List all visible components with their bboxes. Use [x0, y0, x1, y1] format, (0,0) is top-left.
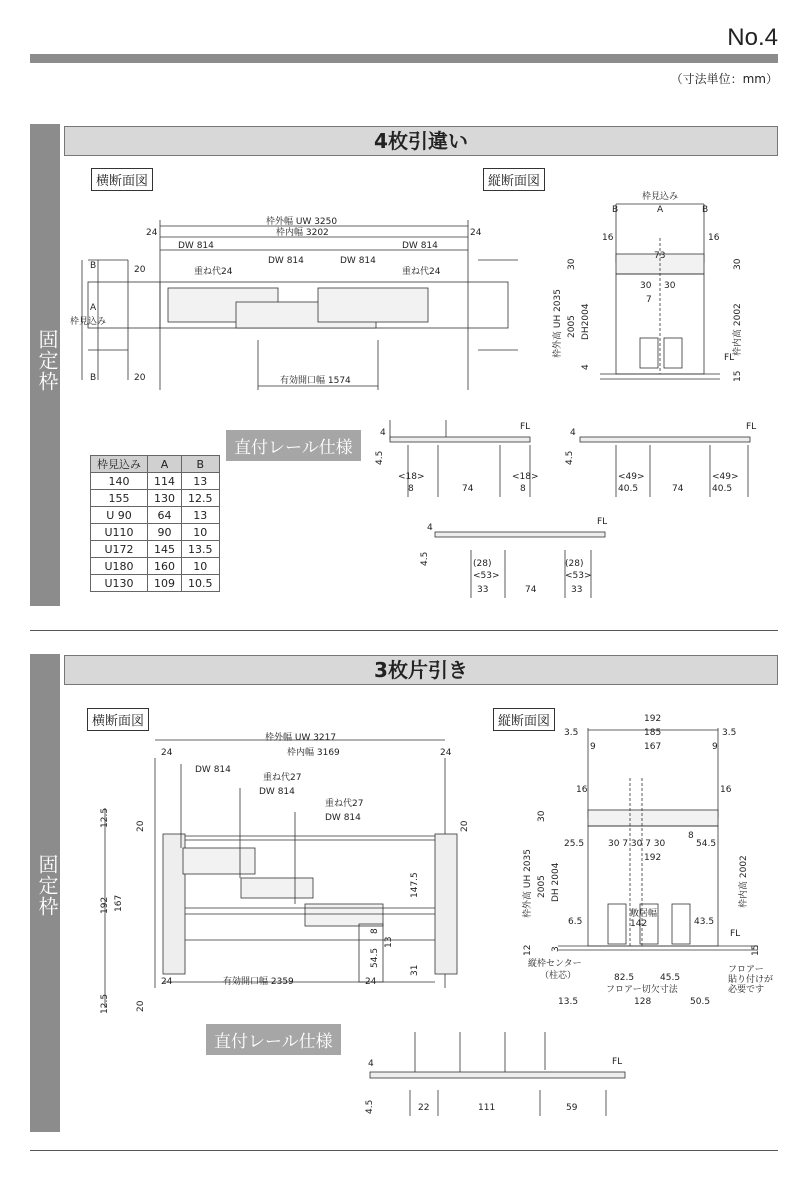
- section1-horizontal-drawing: [68, 190, 528, 400]
- s2r-c: 59: [566, 1103, 578, 1113]
- section2-horizontal-drawing: [95, 728, 500, 1028]
- section2-rail-label: 直付レール仕様: [206, 1024, 341, 1055]
- s2-side-bottom-right: 24: [365, 977, 377, 987]
- s1v-b-left: B: [612, 205, 619, 215]
- s1v-30-a: 30: [640, 281, 652, 291]
- s2v-center: 縦枠センター: [528, 959, 582, 969]
- s2r-b: 111: [478, 1103, 496, 1113]
- r3-r2: 33: [571, 585, 583, 595]
- s2-side-bottom-left: 24: [161, 977, 173, 987]
- r3-l1: <53>: [473, 571, 500, 581]
- s2-20-top: 20: [136, 820, 146, 832]
- s2v-pillar: （柱芯）: [540, 971, 577, 981]
- s2v-dh: DH 2004: [551, 862, 561, 902]
- s1v-30-left: 30: [567, 258, 577, 270]
- page-number: No.4: [727, 24, 778, 51]
- s1v-16-right: 16: [708, 233, 720, 243]
- s2v-3073: 30 7 30 7 30: [608, 839, 666, 849]
- s1v-dh: DH2004: [581, 303, 591, 340]
- table-header: A: [148, 456, 182, 473]
- table-cell: U180: [91, 558, 148, 575]
- r3-4: 4: [427, 523, 433, 533]
- s1v-a: A: [657, 205, 664, 215]
- r1-l1: <18>: [398, 472, 425, 482]
- s2v-35-left: 3.5: [564, 728, 579, 738]
- s2v-note1: フロアー: [728, 965, 764, 975]
- r2-r2: 40.5: [712, 484, 733, 494]
- s2v-12: 12: [523, 944, 533, 956]
- table-cell: 10: [182, 558, 220, 575]
- r2-h: 4.5: [565, 450, 575, 465]
- section-divider: [30, 630, 778, 631]
- s2v-65: 6.5: [568, 917, 583, 927]
- s2-dw-3: DW 814: [325, 813, 361, 823]
- section1-spec-table: [90, 455, 220, 592]
- table-cell: 145: [148, 541, 182, 558]
- table-row: [91, 541, 220, 558]
- s1-dw-3: DW 814: [340, 256, 376, 266]
- s1v-30-b: 30: [664, 281, 676, 291]
- s2-dw-1: DW 814: [195, 765, 231, 775]
- s2v-shikii: 敷居幅: [630, 909, 658, 919]
- s2v-192b: 192: [644, 853, 662, 863]
- table-row: [91, 507, 220, 524]
- s2v-192: 192: [644, 714, 662, 724]
- s2r-4: 4: [368, 1059, 374, 1069]
- s2v-3: 3: [551, 946, 561, 952]
- table-row: [91, 575, 220, 592]
- unit-note: （寸法単位：mm）: [670, 72, 778, 86]
- table-cell: 13: [182, 473, 220, 490]
- table-cell: 109: [148, 575, 182, 592]
- s1-side-left: 24: [146, 228, 158, 238]
- table-cell: 130: [148, 490, 182, 507]
- s1-wall-label: 枠見込み: [70, 317, 107, 327]
- section2-side-label: 固定枠: [35, 854, 59, 917]
- s2-20-right: 20: [460, 820, 470, 832]
- s2-inner-width: 枠内幅 3169: [287, 748, 340, 758]
- s1-dw-2: DW 814: [268, 256, 304, 266]
- s1v-2005: 2005: [567, 315, 577, 338]
- s2v-167: 167: [644, 742, 662, 752]
- s1-opening: 有効開口幅 1574: [280, 376, 351, 386]
- section1-rail-label: 直付レール仕様: [226, 430, 361, 461]
- table-cell: 90: [148, 524, 182, 541]
- table-cell: 155: [91, 490, 148, 507]
- r3-r1: <53>: [565, 571, 592, 581]
- s2-outer-width: 枠外幅 UW 3217: [265, 733, 337, 743]
- section1-vertical-drawing: [540, 188, 755, 388]
- footer-divider: [30, 1150, 778, 1151]
- s1v-4: 4: [581, 364, 591, 370]
- s1-wall-b-bottom: B: [90, 373, 97, 383]
- s1-overlap-right: 重ね代24: [402, 267, 441, 277]
- table-cell: 10: [182, 524, 220, 541]
- r2-r1: <49>: [712, 472, 739, 482]
- table-cell: 64: [148, 507, 182, 524]
- s1-outer-width: 枠外幅 UW 3250: [266, 217, 338, 227]
- table-row: [91, 473, 220, 490]
- section1-rail-detail-1: [370, 415, 550, 500]
- section2-rail-detail: [360, 1030, 640, 1120]
- s2v-9-left: 9: [590, 742, 596, 752]
- table-row: [91, 524, 220, 541]
- section1-rail-detail-3: [415, 510, 615, 600]
- s2v-note3: 必要です: [728, 985, 765, 995]
- r1-fl: FL: [520, 422, 531, 432]
- r1-mid: 74: [462, 484, 474, 494]
- s2v-142: 142: [630, 919, 648, 929]
- s2-545: 54.5: [370, 947, 380, 968]
- table-row: [91, 490, 220, 507]
- s2v-505: 50.5: [690, 997, 711, 1007]
- r2-l2: 40.5: [618, 484, 639, 494]
- s2v-15: 15: [751, 944, 761, 956]
- r3-l2: 33: [477, 585, 489, 595]
- s2v-16-right: 16: [720, 785, 732, 795]
- s2-side-right: 24: [440, 748, 452, 758]
- s2-8: 8: [370, 928, 380, 934]
- r3-l0: (28): [473, 559, 492, 569]
- s2v-cut: フロアー切欠寸法: [606, 985, 678, 995]
- r3-mid: 74: [525, 585, 537, 595]
- s2-13: 13: [384, 936, 394, 948]
- s2v-185: 185: [644, 728, 662, 738]
- r3-r0: (28): [565, 559, 584, 569]
- s2v-8: 8: [688, 831, 694, 841]
- s1v-b-right: B: [702, 205, 709, 215]
- s2v-2005: 2005: [537, 875, 547, 898]
- s1v-7: 7: [646, 295, 652, 305]
- table-cell: 140: [91, 473, 148, 490]
- table-cell: 114: [148, 473, 182, 490]
- r2-mid: 74: [672, 484, 684, 494]
- r2-fl: FL: [746, 422, 757, 432]
- s2v-35-right: 3.5: [722, 728, 737, 738]
- s2-1475: 147.5: [410, 872, 420, 898]
- s2-192: 192: [100, 896, 110, 914]
- s1-twenty-bottom: 20: [134, 373, 146, 383]
- section2-sidebar: [30, 654, 60, 1132]
- s2-opening: 有効開口幅 2359: [223, 977, 294, 987]
- s2-31: 31: [410, 964, 420, 976]
- table-cell: 13.5: [182, 541, 220, 558]
- s2v-note2: 貼り付けが: [728, 975, 774, 985]
- r1-4: 4: [380, 428, 386, 438]
- section2-title: 3枚片引き: [64, 655, 778, 685]
- s1v-uh: 枠外高 UH 2035: [553, 289, 563, 358]
- section1-rail-detail-2: [560, 415, 760, 500]
- s1v-15: 15: [733, 370, 743, 382]
- table-cell: U 90: [91, 507, 148, 524]
- s2-125-bottom: 12.5: [100, 993, 110, 1014]
- s1-side-right: 24: [470, 228, 482, 238]
- table-cell: U110: [91, 524, 148, 541]
- s2-side-left: 24: [161, 748, 173, 758]
- s1-overlap-left: 重ね代24: [194, 267, 233, 277]
- s2-167: 167: [114, 894, 124, 912]
- table-cell: U172: [91, 541, 148, 558]
- table-cell: U130: [91, 575, 148, 592]
- s1-twenty-top: 20: [134, 265, 146, 275]
- section1-sidebar: [30, 124, 60, 606]
- r1-h: 4.5: [375, 450, 385, 465]
- s1-inner-width: 枠内幅 3202: [276, 228, 329, 238]
- r1-r2: 8: [520, 484, 526, 494]
- r1-l2: 8: [408, 484, 414, 494]
- section1-side-label: 固定枠: [35, 329, 59, 392]
- table-cell: 12.5: [182, 490, 220, 507]
- r2-l1: <49>: [618, 472, 645, 482]
- s1v-wall-label: 枠見込み: [642, 192, 679, 202]
- s2r-a: 22: [418, 1103, 430, 1113]
- table-header: B: [182, 456, 220, 473]
- s2v-inner-h: 枠内高 2002: [739, 855, 749, 908]
- s2-dw-2: DW 814: [259, 787, 295, 797]
- r3-h: 4.5: [420, 551, 430, 566]
- s2-overlap-2: 重ね代27: [325, 799, 364, 809]
- s2v-545: 54.5: [696, 839, 717, 849]
- s2-20-bottom: 20: [136, 1000, 146, 1012]
- table-cell: 160: [148, 558, 182, 575]
- s2v-135: 13.5: [558, 997, 579, 1007]
- s1v-inner-h: 枠内高 2002: [733, 303, 743, 356]
- s1v-30-right: 30: [733, 258, 743, 270]
- s2-overlap-1: 重ね代27: [263, 773, 302, 783]
- s2v-uh: 枠外高 UH 2035: [523, 849, 533, 918]
- s2v-435: 43.5: [694, 917, 715, 927]
- table-cell: 13: [182, 507, 220, 524]
- s1-wall-a: A: [90, 303, 97, 313]
- s2v-9-right: 9: [712, 742, 718, 752]
- section2-horizontal-label: 横断面図: [87, 708, 149, 731]
- s2-125-top: 12.5: [100, 807, 110, 828]
- s2r-fl: FL: [612, 1057, 623, 1067]
- section2-vertical-label: 縦断面図: [493, 708, 555, 731]
- s1-dw-1: DW 814: [178, 241, 214, 251]
- s1v-73: 73: [654, 251, 666, 261]
- r1-r1: <18>: [512, 472, 539, 482]
- section1-vertical-label: 縦断面図: [483, 168, 545, 191]
- s2v-255: 25.5: [564, 839, 585, 849]
- s2r-h: 4.5: [365, 1099, 375, 1114]
- section2-vertical-drawing: [518, 708, 780, 1028]
- s1v-fl: FL: [724, 353, 735, 363]
- s2v-825: 82.5: [614, 973, 635, 983]
- table-header: 枠見込み: [91, 456, 148, 473]
- s2v-30: 30: [537, 810, 547, 822]
- header-bar: [30, 54, 778, 63]
- s2v-128: 128: [634, 997, 652, 1007]
- s2v-16-left: 16: [576, 785, 588, 795]
- r3-fl: FL: [597, 517, 608, 527]
- table-cell: 10.5: [182, 575, 220, 592]
- s2v-fl: FL: [730, 929, 741, 939]
- s2v-455: 45.5: [660, 973, 681, 983]
- section1-title: 4枚引違い: [64, 126, 778, 156]
- r2-4: 4: [570, 428, 576, 438]
- s1-wall-b-top: B: [90, 261, 97, 271]
- table-row: [91, 558, 220, 575]
- section1-horizontal-label: 横断面図: [91, 168, 153, 191]
- s1-dw-4: DW 814: [402, 241, 438, 251]
- s1v-16-left: 16: [602, 233, 614, 243]
